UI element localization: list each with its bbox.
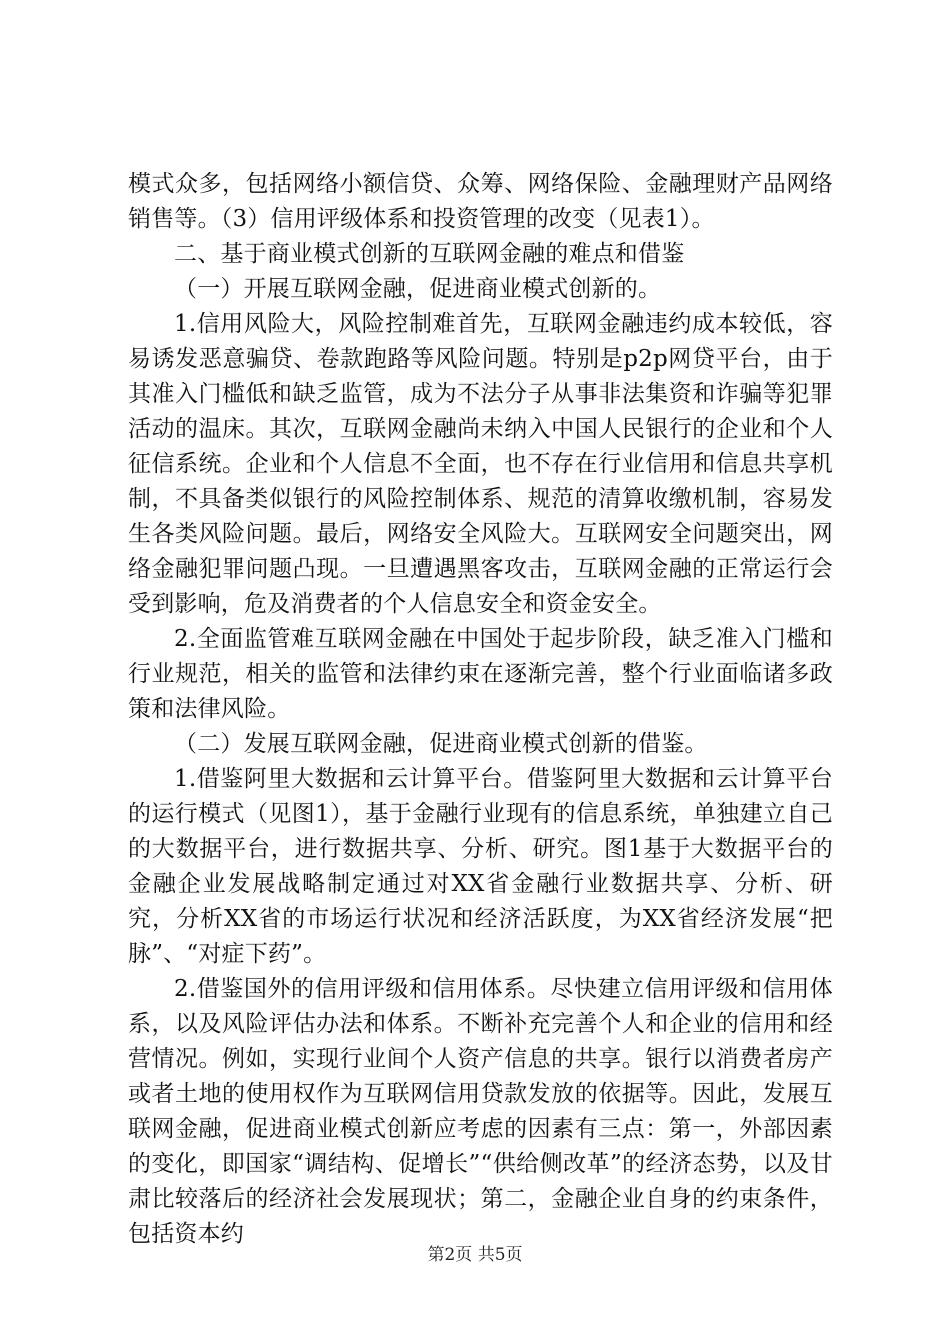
page-footer: 第2页 共5页 [427, 1245, 523, 1265]
section-heading: 二、基于商业模式创新的互联网金融的难点和借鉴 [174, 241, 685, 267]
paragraph-credit-risk: 1.信用风险大，风险控制难首先，互联网金融违约成本较低，容易诱发恶意骗贷、卷款跑路等风险问题。特别是p2p网贷平台，由于其准入门槛低和缺乏监管，成为不法分子从事非法集资和诈骗等犯罪活动的温床。其次，互联网金融尚未纳入中国人民银行的企业和个人征信系统。企业和个人信息不全面，也不存在行业信用和信息共享机制，不具备类似银行的风险控制体系、规范的清算收缴机制，容易发生各类风险问题。最后，网络安全风险大。互联网安全问题突出，网络金融犯罪问题凸现。一旦遭遇黑客攻击，互联网金融的正常运行会受到影响，危及消费者的个人信息安全和资金安全。 [128, 311, 833, 617]
paragraph-alibaba-bigdata: 1.借鉴阿里大数据和云计算平台。借鉴阿里大数据和云计算平台的运行模式（见图1），基于金融行业现有的信息系统，单独建立自己的大数据平台，进行数据共享、分析、研究。图1基于大数据平台的金融企业发展战略制定通过对XX省金融行业数据共享、分析、研究，分析XX省的市场运行状况和经济活跃度，为XX省经济发展“把脉”、“对症下药”。 [128, 766, 833, 967]
subsection-heading-1: （一）开展互联网金融，促进商业模式创新的。 [174, 276, 662, 302]
paragraph-regulation: 2.全面监管难互联网金融在中国处于起步阶段，缺乏准入门槛和行业规范，相关的监管和法律约束在逐渐完善，整个行业面临诸多政策和法律风险。 [128, 626, 833, 722]
document-body [128, 167, 833, 1252]
subsection-heading-2: （二）发展互联网金融，促进商业模式创新的借鉴。 [174, 731, 708, 757]
paragraph-continuation: 模式众多，包括网络小额信贷、众筹、网络保险、金融理财产品网络销售等。（3）信用评级体系和投资管理的改变（见表1）。 [128, 171, 833, 232]
paragraph-credit-rating: 2.借鉴国外的信用评级和信用体系。尽快建立信用评级和信用体系，以及风险评估办法和体系。不断补充完善个人和企业的信用和经营情况。例如，实现行业间个人资产信息的共享。银行以消费者房产或者土地的使用权作为互联网信用贷款发放的依据等。因此，发展互联网金融，促进商业模式创新应考虑的因素有三点：第一，外部因素的变化，即国家“调结构、促增长”“供给侧改革”的经济态势，以及甘肃比较落后的经济社会发展现状；第二，金融企业自身的约束条件，包括资本约 [128, 976, 833, 1247]
